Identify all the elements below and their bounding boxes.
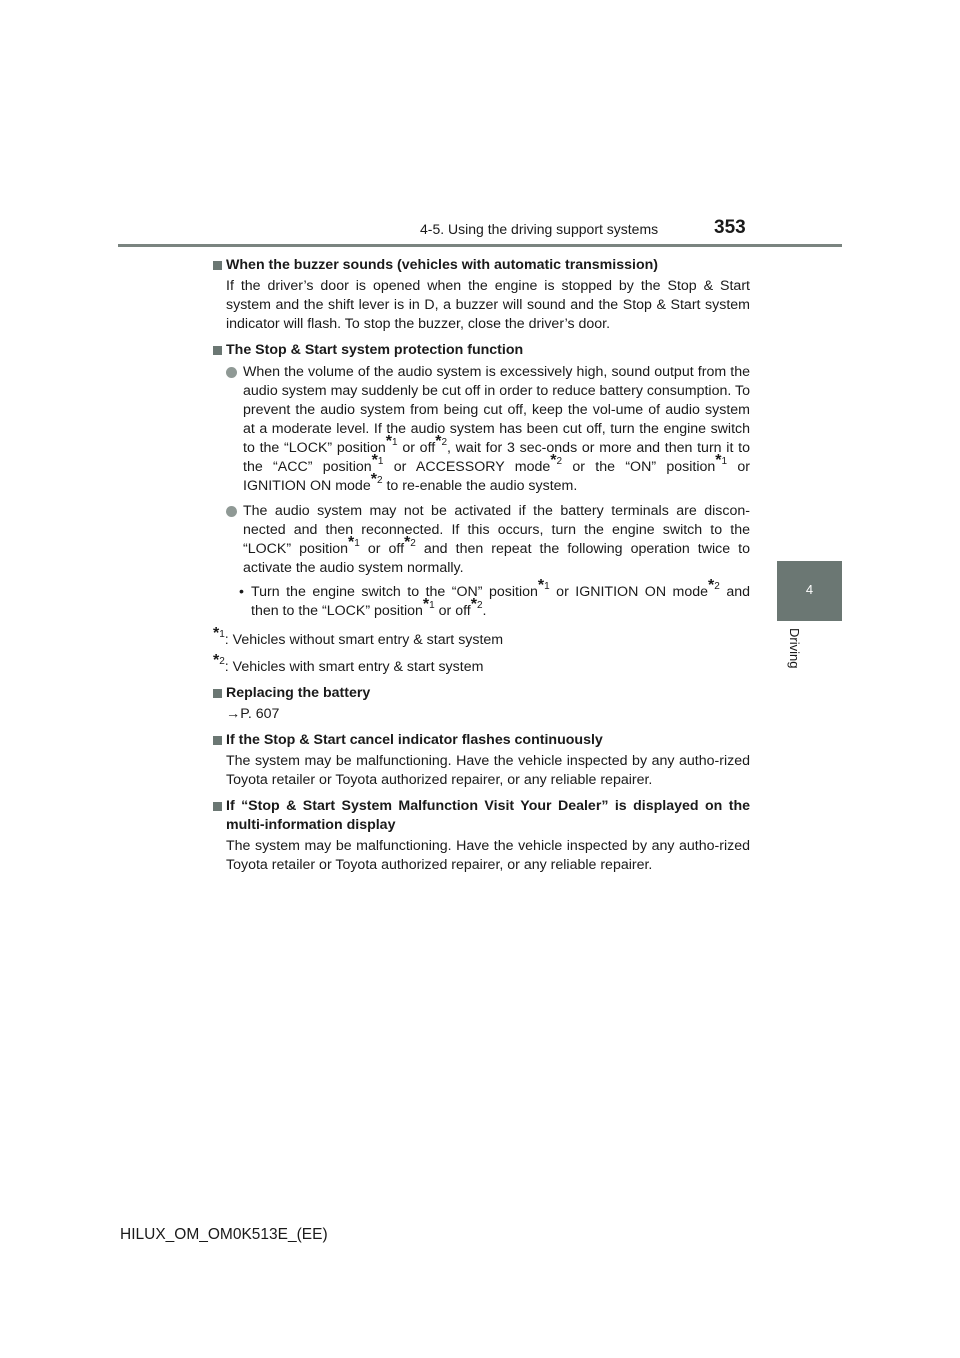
chapter-label-text: Driving — [787, 628, 802, 669]
section-heading — [213, 797, 750, 835]
section-battery — [213, 684, 750, 724]
square-bullet-icon — [213, 689, 222, 698]
paragraph: If the driver’s door is opened when the engine is stopped by the Stop & Start system and the shift lever is in D, a buzzer will sound and the Stop & Start system indicator will flash. To stop the buzzer, close the driver’s door. — [226, 278, 750, 332]
chapter-label — [780, 620, 820, 680]
section-heading — [213, 684, 750, 703]
footnote-2: $^{*2}$: Vehicles with smart entry & start system — [213, 652, 484, 675]
square-bullet-icon — [213, 736, 222, 745]
section-malfunction — [213, 797, 750, 875]
paragraph: The system may be malfunctioning. Have the vehicle inspected by any autho-rized Toyota retailer or Toyota authorized repairer, or any reliable repairer. — [226, 838, 750, 873]
section-title: 4-5. Using the driving support systems — [420, 221, 659, 237]
section-protection — [213, 341, 750, 621]
page-content — [213, 256, 750, 875]
heading-text: If “Stop & Start System Malfunction Visit Your Dealer” is displayed on the multi-information display — [226, 798, 750, 833]
list-item: The audio system may not be activated if the battery terminals are discon-nected and then reconnected. If this occurs, turn the engine switch to the “LOCK” position$^{*1}$ or off$^{*2}$ and then repeat the following operation twice to activate the audio system normally. — [213, 502, 750, 578]
section-heading — [213, 341, 750, 360]
square-bullet-icon — [213, 346, 222, 355]
header-divider — [118, 244, 842, 247]
round-bullet-icon — [226, 506, 237, 517]
sub-list-item: • Turn the engine switch to the “ON” position$^{*1}$ or IGNITION ON mode$^{*2}$ and then to the “LOCK” position$^{*1}$ or off$^{*2}$. — [239, 577, 750, 619]
page-number: 353 — [714, 217, 746, 238]
chapter-tab[interactable] — [777, 561, 842, 621]
chapter-number: 4 — [805, 582, 814, 597]
section-cancel-indicator — [213, 731, 750, 790]
section-heading — [213, 256, 750, 275]
list-item: When the volume of the audio system is excessively high, sound output from the audio system may suddenly be cut off in order to reduce battery consumption. To prevent the audio system from being cut off, keep the vol-ume of audio system at a moderate level. If the audio system has been cut off, turn the engine switch to the “LOCK” position$^{*1}$ or off$^{*2}$, wait for 3 sec-onds or more and then turn it to the “ACC” position$^{*1}$ or ACCESSORY mode$^{*2}$ or the “ON” position$^{*1}$ or IGNITION ON mode$^{*2}$ to re-enable the audio system. — [213, 363, 750, 496]
heading-text: Replacing the battery — [226, 685, 371, 701]
round-bullet-icon — [226, 367, 237, 378]
document-code: HILUX_OM_OM0K513E_(EE) — [120, 1226, 328, 1243]
heading-text: When the buzzer sounds (vehicles with automatic transmission) — [226, 257, 658, 273]
square-bullet-icon — [213, 802, 222, 811]
paragraph: The system may be malfunctioning. Have the vehicle inspected by any autho-rized Toyota retailer or Toyota authorized repairer, or any reliable repairer. — [226, 753, 750, 788]
bullet-mark: • — [239, 584, 244, 600]
heading-text: If the Stop & Start cancel indicator flashes continuously — [226, 732, 603, 748]
page-reference-link[interactable]: →P. 607 — [226, 706, 280, 722]
square-bullet-icon — [213, 261, 222, 270]
section-buzzer — [213, 256, 750, 334]
section-heading — [213, 731, 750, 750]
heading-text: The Stop & Start system protection function — [226, 342, 524, 358]
footnote-1: $^{*1}$: Vehicles without smart entry & start system — [213, 625, 504, 648]
